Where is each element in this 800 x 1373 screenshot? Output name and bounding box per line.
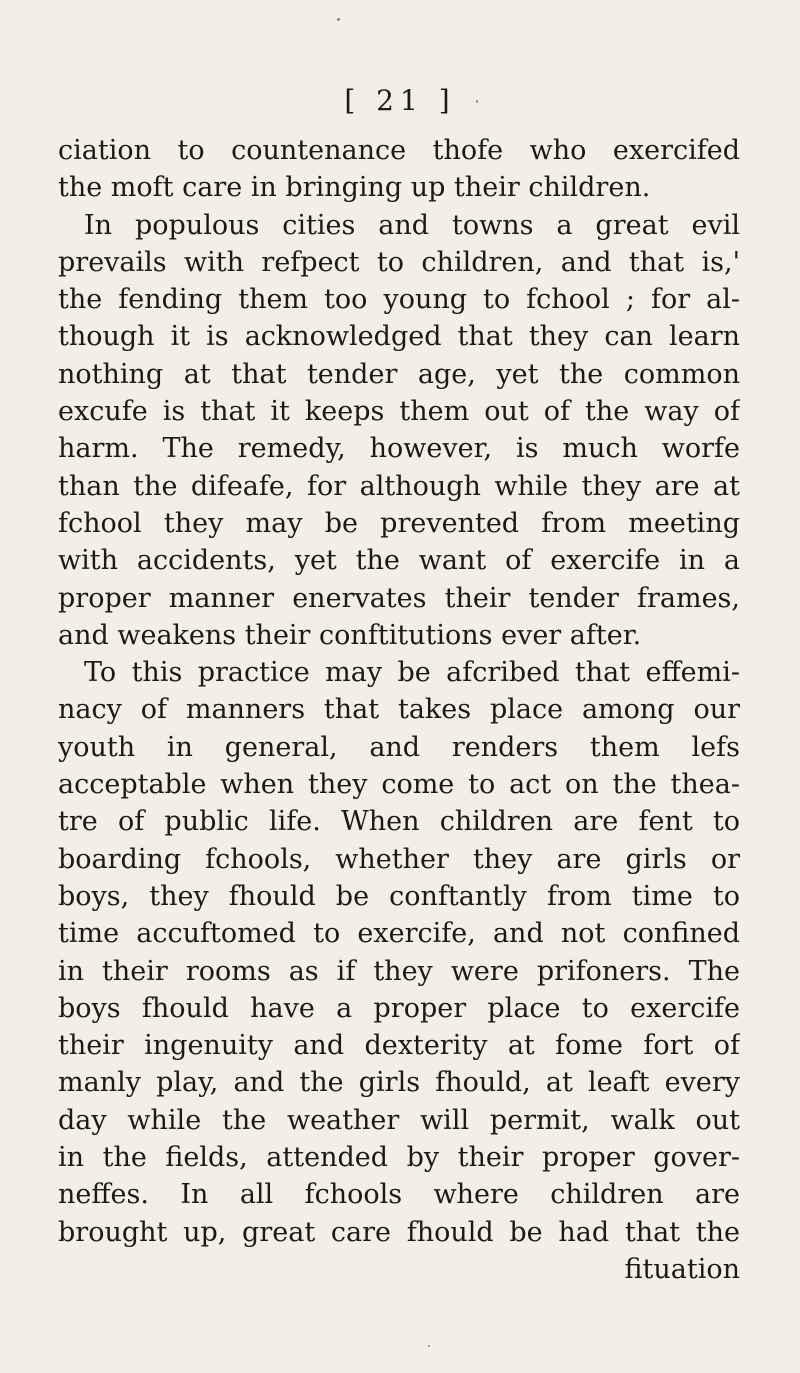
text-line: To this practice may be afcribed that effemi- bbox=[84, 657, 740, 689]
text-line: day while the weather will permit, walk out bbox=[58, 1104, 740, 1136]
text-line: their ingenuity and dexterity at fome fort of bbox=[58, 1030, 740, 1062]
ink-speck bbox=[428, 1345, 430, 1347]
text-line: boys fhould have a proper place to exercife bbox=[58, 992, 740, 1024]
text-line: time accuftomed to exercife, and not confined bbox=[58, 918, 740, 950]
text-line: nothing at that tender age, yet the common bbox=[58, 358, 740, 390]
text-line: than the difeafe, for although while they are at bbox=[58, 470, 740, 502]
text-line: manly play, and the girls fhould, at leaft every bbox=[58, 1067, 740, 1099]
text-line: nacy of manners that takes place among our bbox=[58, 694, 740, 726]
catchword: fituation bbox=[624, 1253, 740, 1285]
text-line: prevails with refpect to children, and that is,' bbox=[58, 246, 740, 278]
text-line: neffes. In all fchools where children are bbox=[58, 1179, 740, 1211]
text-line: the fending them too young to fchool ; for al- bbox=[58, 284, 740, 316]
text-line: brought up, great care fhould be had that the bbox=[58, 1216, 740, 1248]
text-line: boys, they fhould be conftantly from time to bbox=[58, 880, 740, 912]
text-line: proper manner enervates their tender frames, bbox=[58, 582, 740, 614]
text-line: boarding fchools, whether they are girls or bbox=[58, 843, 740, 875]
text-line: fchool they may be prevented from meeting bbox=[58, 507, 740, 539]
text-line: tre of public life. When children are fent to bbox=[58, 806, 740, 838]
text-line: youth in general, and renders them lefs bbox=[58, 731, 740, 763]
ink-speck bbox=[476, 100, 478, 103]
ink-speck bbox=[337, 18, 340, 21]
text-line: though it is acknowledged that they can learn bbox=[58, 321, 740, 353]
text-line: with accidents, yet the want of exercife in a bbox=[58, 545, 740, 577]
text-line: In populous cities and towns a great evil bbox=[84, 209, 740, 241]
text-line: in their rooms as if they were prifoners. The bbox=[58, 955, 740, 987]
body-text bbox=[58, 132, 740, 1288]
page-number: [ 21 ] bbox=[344, 84, 456, 117]
text-line: in the fields, attended by their proper gover- bbox=[58, 1142, 740, 1174]
text-line: ciation to countenance thofe who exercifed bbox=[58, 135, 740, 166]
text-line: the moft care in bringing up their children. bbox=[58, 172, 651, 204]
text-line: and weakens their conftitutions ever after. bbox=[58, 619, 642, 651]
text-line: acceptable when they come to act on the thea- bbox=[58, 769, 740, 801]
text-line: excufe is that it keeps them out of the way of bbox=[58, 396, 740, 428]
text-line: harm. The remedy, however, is much worfe bbox=[58, 433, 740, 465]
